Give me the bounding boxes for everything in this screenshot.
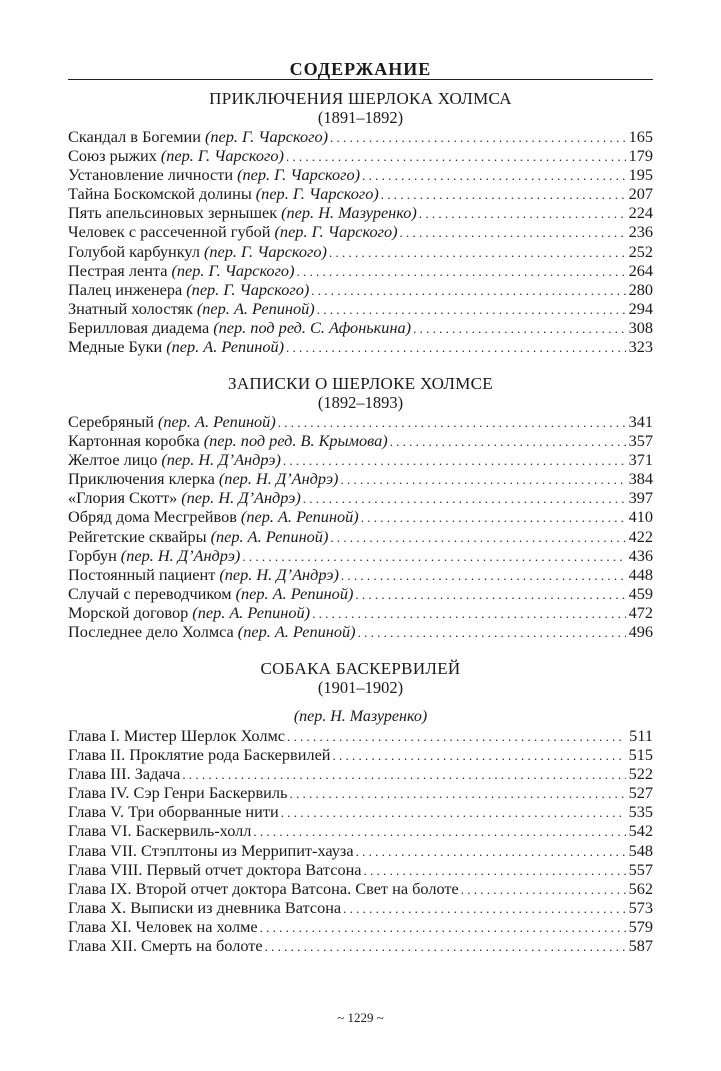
- entry-translator: (пер. Г. Чарского): [171, 260, 295, 280]
- entry-list: [68, 412, 653, 641]
- entry-title: Глава I. Мистер Шерлок Холмс: [68, 726, 285, 745]
- dot-leader: [260, 918, 626, 936]
- section-translator: (пер. Н. Мазуренко): [293, 708, 428, 725]
- section-adventures: [68, 89, 653, 356]
- entry-page-number: 562: [628, 878, 653, 898]
- entry-title: Глава II. Проклятие рода Баскервилей: [68, 745, 331, 765]
- entry-translator: (пер. А. Репиной): [240, 507, 359, 527]
- toc-entry: [68, 165, 653, 184]
- toc-entry: [68, 898, 653, 917]
- toc-entry: [68, 764, 653, 783]
- entry-page-number: 527: [628, 783, 653, 803]
- toc-entry: [68, 622, 653, 641]
- entry-title: Глава XII. Смерть на болоте: [68, 936, 263, 956]
- entry-title: Картонная коробка: [68, 431, 200, 451]
- entry-title: Палец инженера: [68, 279, 183, 299]
- dot-leader: [330, 128, 626, 146]
- toc-entry: [68, 879, 653, 898]
- entry-title: Рейгетские сквайры: [68, 526, 207, 546]
- entry-page-number: 179: [628, 146, 653, 166]
- dot-leader: [311, 281, 625, 299]
- entry-page-number: 459: [628, 583, 653, 603]
- entry-page-number: 579: [628, 916, 653, 936]
- dot-leader: [329, 243, 626, 261]
- toc-entry: [68, 127, 653, 146]
- entry-translator: (пер. Г. Чарского): [186, 279, 310, 299]
- entry-title: Глава IV. Сэр Генри Баскервиль: [68, 783, 288, 803]
- dot-leader: [419, 204, 626, 222]
- entry-page-number: 587: [628, 936, 653, 956]
- entry-page-number: 264: [628, 260, 653, 280]
- entry-page-number: 165: [628, 127, 653, 146]
- entry-page-number: 236: [628, 222, 653, 242]
- dot-leader: [358, 623, 626, 641]
- toc-entry: [68, 488, 653, 507]
- section-title: ЗАПИСКИ О ШЕРЛОКЕ ХОЛМСЕ: [228, 374, 493, 393]
- entry-title: Горбун: [68, 545, 117, 565]
- entry-page-number: 224: [628, 203, 653, 223]
- entry-title: Глава V. Три оборванные нити: [68, 802, 279, 822]
- entry-translator: (пер. Н. Д’Андрэ): [181, 488, 301, 508]
- section-years: (1901–1902): [317, 678, 404, 697]
- entry-page-number: 294: [628, 298, 653, 318]
- entry-title: Глава VIII. Первый отчет доктора Ватсона: [68, 859, 362, 879]
- entry-page-number: 252: [628, 241, 653, 261]
- entry-title: Обряд дома Месгрейвов: [68, 507, 237, 527]
- entry-page-number: 436: [628, 545, 653, 565]
- entry-translator: (пер. под ред. В. Крымова): [203, 431, 388, 451]
- entry-translator: (пер. Г. Чарского): [160, 146, 284, 166]
- toc-entry: [68, 603, 653, 622]
- dot-leader: [364, 861, 626, 879]
- entry-translator: (пер. А. Репиной): [166, 337, 285, 357]
- dot-leader: [317, 300, 626, 318]
- toc-entry: [68, 565, 653, 584]
- title-divider: [68, 79, 653, 80]
- section-title: СОБАКА БАСКЕРВИЛЕЙ: [260, 659, 461, 678]
- entry-title: Глава IX. Второй отчет доктора Ватсона. Свет на болоте: [68, 878, 459, 898]
- entry-page-number: 384: [628, 469, 653, 489]
- entry-translator: (пер. Н. Д’Андрэ): [161, 450, 281, 470]
- entry-page-number: 472: [628, 602, 653, 622]
- section-title: ПРИКЛЮЧЕНИЯ ШЕРЛОКА ХОЛМСА: [209, 89, 512, 108]
- entry-translator: (пер. Н. Д’Андрэ): [218, 469, 339, 489]
- dot-leader: [287, 727, 626, 745]
- toc-entry: [68, 860, 653, 879]
- dot-leader: [343, 899, 625, 917]
- entry-page-number: 308: [628, 317, 653, 337]
- spacer: [68, 697, 653, 707]
- entry-page-number: 496: [628, 622, 653, 642]
- entry-list: [68, 127, 653, 356]
- entry-title: Глава VII. Стэплтоны из Меррипит-хауза: [68, 840, 354, 860]
- toc-entry: [68, 917, 653, 936]
- dot-leader: [413, 319, 625, 337]
- toc-entry: [68, 527, 653, 546]
- toc-entry: [68, 450, 653, 469]
- toc-entry: [68, 507, 653, 526]
- entry-translator: (пер. А. Репиной): [192, 602, 311, 622]
- entry-translator: (пер. Н. Д’Андрэ): [219, 564, 339, 584]
- dot-leader: [362, 166, 625, 184]
- entry-title: Установление личности: [68, 165, 234, 185]
- entry-translator: (пер. Н. Мазуренко): [281, 203, 417, 223]
- toc-entry: [68, 299, 653, 318]
- toc-entry: [68, 280, 653, 299]
- toc-entry: [68, 337, 653, 356]
- entry-page-number: 557: [628, 859, 653, 879]
- toc-entry: [68, 222, 653, 241]
- entry-page-number: 548: [628, 840, 653, 860]
- toc-entry: [68, 841, 653, 860]
- toc-entry: [68, 584, 653, 603]
- entry-page-number: 448: [628, 564, 653, 584]
- toc-page: [68, 0, 653, 1071]
- entry-page-number: 357: [628, 431, 653, 451]
- entry-title: Последнее дело Холмса: [68, 622, 234, 642]
- entry-title: Глава X. Выписки из дневника Ватсона: [68, 897, 342, 917]
- entry-translator: (пер. Г. Чарского): [274, 222, 398, 242]
- entry-list: [68, 726, 653, 955]
- entry-title: Морской договор: [68, 602, 189, 622]
- entry-page-number: 573: [628, 897, 653, 917]
- dot-leader: [286, 338, 626, 356]
- entry-translator: (пер. Г. Чарского): [204, 127, 329, 146]
- entry-translator: (пер. А. Репиной): [157, 412, 276, 431]
- toc-entry: [68, 546, 653, 565]
- entry-title: Глава XI. Человек на холме: [68, 916, 258, 936]
- dot-leader: [265, 937, 626, 955]
- entry-title: Пять апельсиновых зернышек: [68, 203, 278, 223]
- entry-page-number: 522: [628, 764, 653, 784]
- toc-entry: [68, 261, 653, 280]
- entry-title: Знатный холостяк: [68, 298, 193, 318]
- entry-page-number: 535: [628, 802, 653, 822]
- toc-entry: [68, 242, 653, 261]
- toc-entry: [68, 802, 653, 821]
- entry-page-number: 341: [628, 412, 653, 431]
- entry-title: Берилловая диадема: [68, 317, 210, 337]
- entry-title: Глава III. Задача: [68, 764, 181, 784]
- dot-leader: [182, 765, 625, 783]
- toc-entry: [68, 469, 653, 488]
- entry-page-number: 511: [629, 726, 653, 745]
- entry-title: Желтое лицо: [68, 450, 158, 470]
- toc-entry: [68, 783, 653, 802]
- entry-page-number: 195: [628, 165, 653, 185]
- dot-leader: [278, 413, 626, 431]
- dot-leader: [253, 822, 625, 840]
- entry-title: Человек с рассеченной губой: [68, 222, 271, 242]
- toc-entry: [68, 184, 653, 203]
- entry-title: Союз рыжих: [68, 146, 157, 166]
- entry-title: Голубой карбункул: [68, 241, 200, 261]
- dot-leader: [312, 604, 625, 622]
- entry-title: Случай с переводчиком: [68, 583, 232, 603]
- toc-entry: [68, 412, 653, 431]
- entry-page-number: 515: [628, 745, 653, 765]
- dot-leader: [341, 566, 626, 584]
- entry-translator: (пер. А. Репиной): [235, 583, 354, 603]
- entry-page-number: 542: [628, 821, 653, 841]
- entry-title: Глава VI. Баскервиль-холл: [68, 821, 252, 841]
- section-years: (1891–1892): [317, 108, 404, 127]
- dot-leader: [297, 262, 626, 280]
- page-number-footer: ~ 1229 ~: [337, 1010, 384, 1025]
- section-memoirs: [68, 374, 653, 641]
- dot-leader: [286, 147, 626, 165]
- entry-translator: (пер. под ред. С. Афонькина): [213, 317, 412, 337]
- toc-entry: [68, 745, 653, 764]
- dot-leader: [242, 547, 625, 565]
- dot-leader: [400, 223, 626, 241]
- dot-leader: [283, 451, 626, 469]
- entry-title: Приключения клерка: [68, 469, 215, 489]
- section-years: (1892–1893): [317, 393, 404, 412]
- entry-page-number: 280: [628, 279, 653, 299]
- entry-translator: (пер. Г. Чарского): [203, 241, 327, 261]
- toc-entry: [68, 318, 653, 337]
- dot-leader: [289, 784, 625, 802]
- entry-page-number: 207: [628, 184, 653, 204]
- entry-title: Скандал в Богемии: [68, 127, 201, 146]
- entry-page-number: 323: [628, 337, 653, 357]
- section-hound: [68, 659, 653, 955]
- toc-entry: [68, 936, 653, 955]
- entry-title: Медные Буки: [68, 337, 163, 357]
- entry-translator: (пер. Н. Д’Андрэ): [120, 545, 241, 565]
- entry-title: «Глория Скотт»: [68, 488, 178, 508]
- dot-leader: [330, 528, 625, 546]
- entry-translator: (пер. Г. Чарского): [237, 165, 361, 185]
- entry-translator: (пер. А. Репиной): [196, 298, 315, 318]
- toc-entry: [68, 431, 653, 450]
- dot-leader: [361, 508, 626, 526]
- toc-entry: [68, 821, 653, 840]
- dot-leader: [356, 842, 626, 860]
- entry-title: Постоянный пациент: [68, 564, 216, 584]
- entry-title: Пестрая лента: [68, 260, 168, 280]
- entry-translator: (пер. Г. Чарского): [255, 184, 379, 204]
- entry-page-number: 397: [628, 488, 653, 508]
- entry-page-number: 422: [628, 526, 653, 546]
- dot-leader: [333, 746, 626, 764]
- entry-page-number: 410: [628, 507, 653, 527]
- page-title: СОДЕРЖАНИЕ: [289, 59, 432, 79]
- entry-translator: (пер. А. Репиной): [237, 622, 356, 642]
- entry-page-number: 371: [628, 450, 653, 470]
- entry-title: Серебряный: [68, 412, 154, 431]
- dot-leader: [303, 489, 626, 507]
- dot-leader: [381, 185, 626, 203]
- dot-leader: [390, 432, 626, 450]
- entry-translator: (пер. А. Репиной): [210, 526, 329, 546]
- dot-leader: [281, 803, 626, 821]
- entry-title: Тайна Боскомской долины: [68, 184, 252, 204]
- dot-leader: [461, 880, 626, 898]
- toc-entry: [68, 203, 653, 222]
- toc-entry: [68, 146, 653, 165]
- toc-entry: [68, 726, 653, 745]
- dot-leader: [340, 470, 625, 488]
- dot-leader: [355, 585, 625, 603]
